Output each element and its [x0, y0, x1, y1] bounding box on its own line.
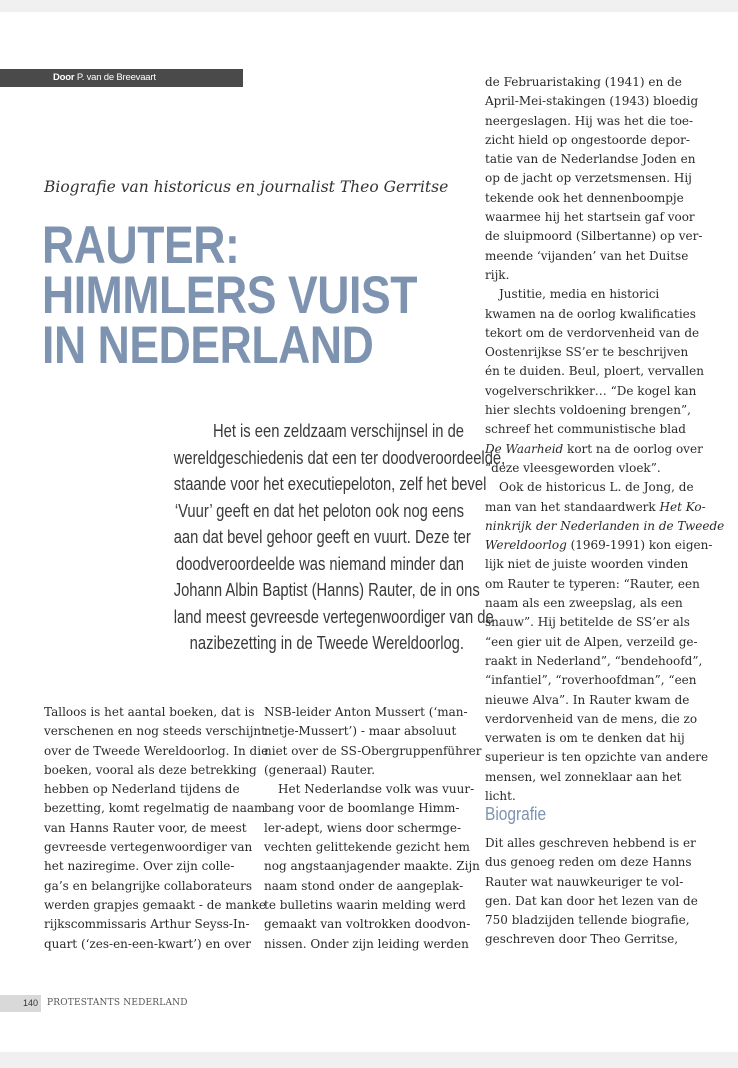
- intro-line: ‘Vuur’ geeft en dat het peloton ook nog eens: [174, 500, 464, 521]
- intro-line: nazibezetting in de Tweede Wereldoorlog.: [189, 633, 464, 653]
- book-title-fragment: ninkrijk der Nederlanden in de Tweede: [485, 518, 725, 533]
- text-line: [485, 536, 724, 555]
- text-line: Justitie, media en historici: [499, 287, 660, 302]
- text-line: én te duiden. Beul, ploert, vervallen: [485, 364, 704, 379]
- text-line: gen. Dat kan door het lezen van de: [485, 893, 698, 908]
- text-line: tatie van de Nederlandse Joden en: [485, 152, 696, 167]
- title-line: RAUTER:: [42, 216, 240, 275]
- text-line: “infantiel”, “roverhoofdman”, “een: [485, 673, 697, 688]
- section-heading: Biografie: [485, 804, 547, 824]
- text-line: Talloos is het aantal boeken, dat is: [44, 705, 255, 719]
- article-title: [42, 216, 418, 375]
- text-line: de Februaristaking (1941) en de: [485, 75, 682, 89]
- text-line: kwamen na de oorlog kwalificaties: [485, 306, 696, 321]
- publication-name: PROTESTANTS NEDERLAND: [47, 998, 188, 1008]
- text-line: Rauter wat nauwkeuriger te vol-: [485, 874, 684, 889]
- text-line: verwaten is om te denken dat hij: [485, 731, 685, 746]
- text-line: superieur is ten opzichte van andere: [485, 750, 709, 765]
- text-line: de sluipmoord (Silbertanne) op ver-: [485, 229, 703, 244]
- body-column-2: [264, 703, 481, 954]
- text-line: bang voor de boomlange Himm-: [264, 801, 460, 816]
- text-line: naam stond onder de aangeplak-: [264, 878, 464, 893]
- text-line: hebben op Nederland tijdens de: [44, 782, 240, 797]
- intro-line: wereldgeschiedenis dat een ter doodveroordeelde,: [173, 447, 506, 468]
- text-line: “een gier uit de Alpen, verzeild ge-: [485, 634, 698, 649]
- text-line: nog angstaanjagender maakte. Zijn: [264, 859, 480, 874]
- intro-paragraph: [110, 418, 506, 657]
- text-line: tekende ook het dennenboompje: [485, 190, 684, 205]
- text-fragment: kort na de oorlog over: [563, 441, 703, 456]
- text-line: rijk.: [485, 267, 510, 282]
- page-number: 140: [0, 995, 41, 1012]
- text-line: netje-Mussert’) - maar absoluut: [264, 724, 457, 739]
- text-line: vechten gelittekende gezicht hem: [264, 840, 470, 855]
- text-line: nissen. Onder zijn leiding werden: [264, 936, 469, 951]
- text-line: gevreesde vertegenwoordiger van: [44, 840, 253, 855]
- text-line: April-Mei-stakingen (1943) bloedig: [485, 94, 699, 109]
- text-line: bezetting, komt regelmatig de naam: [44, 801, 266, 816]
- intro-line: staande voor het executiepeloton, zelf het bevel: [173, 474, 487, 494]
- text-line: van Hanns Rauter voor, de meest: [44, 820, 247, 835]
- text-line: [485, 498, 724, 517]
- text-line: quart (‘zes-en-een-kwart’) en over: [44, 936, 251, 951]
- text-line: vogelverschrikker… “De kogel kan: [485, 383, 697, 398]
- text-line: neergeslagen. Hij was het die toe-: [485, 113, 694, 128]
- text-line: (generaal) Rauter.: [264, 762, 376, 777]
- text-fragment: man van het standaardwerk: [485, 499, 660, 514]
- text-fragment: (1969-1991) kon eigen-: [566, 538, 713, 553]
- byline-prefix: Door: [53, 72, 75, 83]
- text-line: meende ‘vijanden’ van het Duitse: [485, 248, 689, 263]
- text-line: schreef het communistische blad: [485, 422, 686, 437]
- book-title-fragment: Wereldoorlog: [485, 538, 567, 553]
- title-line: IN NEDERLAND: [42, 316, 374, 375]
- text-line: over de Tweede Wereldoorlog. In die: [44, 743, 269, 758]
- text-line: geschreven door Theo Gerritse,: [485, 932, 679, 947]
- text-line: te bulletins waarin melding werd: [264, 897, 466, 912]
- text-line: op de jacht op verzetsmensen. Hij: [485, 171, 692, 186]
- intro-line: doodveroordeelde was niemand minder dan: [175, 553, 464, 574]
- book-title-fragment: Het Ko-: [659, 499, 706, 514]
- byline-author: P. van de Breevaart: [76, 72, 156, 83]
- intro-line: land meest gevreesde vertegenwoordiger van de: [173, 606, 494, 627]
- text-line: lijk niet de juiste woorden vinden: [485, 557, 689, 572]
- intro-line: aan dat bevel gehoor geeft en vuurt. Deze ter: [173, 527, 471, 547]
- text-line: dus genoeg reden om deze Hanns: [485, 855, 692, 870]
- intro-line: Johann Albin Baptist (Hanns) Rauter, de in ons: [173, 580, 480, 600]
- text-line: “deze vleesgeworden vloek”.: [485, 460, 661, 475]
- text-line: [485, 517, 724, 536]
- text-line: tekort om de verdorvenheid van de: [485, 325, 700, 340]
- text-line: raakt in Nederland”, “bendehoofd”,: [485, 653, 703, 668]
- text-line: licht.: [485, 788, 516, 803]
- text-line: naam als een zweepslag, als een: [485, 596, 683, 611]
- text-line: Oostenrijkse SS’er te beschrijven: [485, 345, 689, 360]
- text-line: 750 bladzijden tellende biografie,: [485, 913, 690, 928]
- intro-line: Het is een zeldzaam verschijnsel in de: [212, 421, 464, 441]
- text-line: verschenen en nog steeds verschijnt: [44, 724, 266, 739]
- text-line: [485, 440, 724, 459]
- text-line: Ook de historicus L. de Jong, de: [499, 480, 694, 495]
- text-line: ler-adept, wiens door schermge-: [264, 820, 462, 835]
- newspaper-title: De Waarheid: [485, 441, 564, 456]
- body-column-3-continued: [485, 834, 698, 950]
- text-line: boeken, vooral als deze betrekking: [44, 762, 257, 777]
- title-line: HIMMLERS VUIST: [42, 266, 418, 325]
- text-line: ga’s en belangrijke collaborateurs: [44, 878, 253, 893]
- body-column-3: [485, 73, 724, 806]
- text-line: nieuwe Alva”. In Rauter kwam de: [485, 692, 690, 707]
- text-line: snauw”. Hij betitelde de SS’er als: [485, 615, 690, 630]
- text-line: werden grapjes gemaakt - de manke: [44, 897, 266, 912]
- text-line: het naziregime. Over zijn colle-: [44, 859, 235, 874]
- text-line: om Rauter te typeren: “Rauter, een: [485, 576, 700, 591]
- text-line: verdorvenheid van de mens, die zo: [485, 711, 698, 726]
- text-line: gemaakt van voltrokken doodvon-: [264, 917, 471, 932]
- text-line: zicht hield op ongestoorde depor-: [485, 132, 690, 147]
- text-line: waarmee hij het startsein gaf voor: [485, 210, 695, 225]
- text-line: Dit alles geschreven hebbend is er: [485, 836, 696, 850]
- article-subtitle: Biografie van historicus en journalist Theo Gerritse: [44, 178, 449, 196]
- text-line: mensen, wel zonneklaar aan het: [485, 769, 682, 784]
- text-line: Het Nederlandse volk was vuur-: [278, 782, 475, 797]
- text-line: rijkscommissaris Arthur Seyss-In-: [44, 917, 250, 932]
- text-line: niet over de SS-Obergruppenführer: [264, 743, 482, 758]
- text-line: NSB-leider Anton Mussert (‘man-: [264, 705, 468, 719]
- body-column-1: [44, 703, 268, 954]
- text-line: hier slechts voldoening brengen”,: [485, 403, 691, 418]
- byline: [0, 69, 243, 87]
